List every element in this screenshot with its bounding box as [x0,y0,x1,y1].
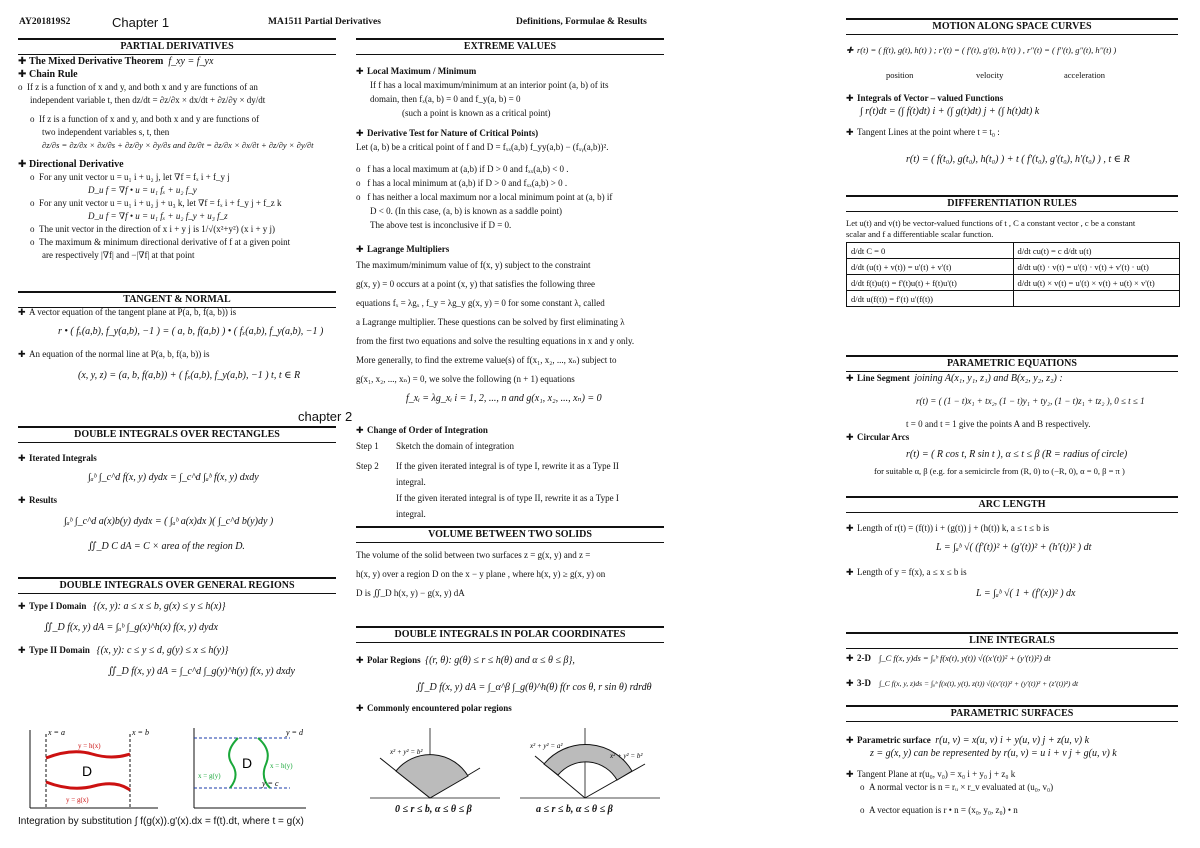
test-line3: f has a local minimum at (a,b) if D > 0 and fₓₓ(a,b) > 0 . [367,178,568,188]
type2-set: {(x, y): c ≤ y ≤ d, g(y) ≤ x ≤ h(y)} [96,645,229,656]
polar-caption2: a ≤ r ≤ b, α ≤ θ ≤ β [536,804,613,815]
course-title: MA1511 Partial Derivatives [268,17,381,27]
motion-eq: r(t) = ( f(t), g(t), h(t) ) ; r'(t) = ( f'(t), g'(t), h'(t) ) , r''(t) = ( f''(t), g''(t), h''(t) ) [857,45,1117,55]
section-extreme: EXTREME VALUES [356,38,664,55]
type2-xg-label: x = g(y) [198,772,221,780]
header-right: Definitions, Formulae & Results [516,17,647,27]
dir-line3: For any unit vector u = u₁ i + u₂ j + u₃ k, let ∇f = fₓ i + f_y j + f_z k [39,198,282,208]
seg-eq: r(t) = ( (1 − t)x₁ + tx₂, (1 − t)y₁ + ty₂, (1 − t)z₁ + tz₂ ), 0 ≤ t ≤ 1 [916,396,1145,406]
chapter1-label: Chapter 1 [112,15,170,30]
integ-eq: ∫ r(t)dt = (∫ f(t)dt) i + (∫ g(t)dt) j + (∫ h(t)dt) k [860,106,1040,117]
dir-line6: The maximum & minimum directional derivative of f at a given point [39,237,291,247]
type1-set: {(x, y): a ≤ x ≤ b, g(x) ≤ y ≤ h(x)} [93,601,226,612]
diff-rule-cell: d/dt u(f(t)) = f'(t) u'(f(t)) [847,291,1014,307]
section-arc: ARC LENGTH [846,496,1178,513]
tangent-line1: A vector equation of the tangent plane at P(a, b, f(a, b)) is [29,307,237,317]
lagr-line4: a Lagrange multiplier. These questions can be solved by first eliminating λ [356,317,625,327]
diff-rule-row [847,243,1180,259]
polar-lbl2: x² + y² = a² [530,742,563,750]
section-double-rect: DOUBLE INTEGRALS OVER RECTANGLES [18,426,336,443]
polar-regions-figure [370,728,660,804]
polar-lbl1: x² + y² = b² [390,748,423,756]
diff-rule-row [847,275,1180,291]
circ-note: for suitable α, β (e.g. for a semicircle from (R, 0) to (−R, 0), α = 0, β = π ) [874,466,1125,476]
type1-domain-figure [22,724,162,816]
type2-yd-label: y = d [286,728,303,737]
type2-xh-label: x = h(y) [270,762,293,770]
dir-line1: For any unit vector u = u₁ i + u₂ j, let ∇f = fₓ i + f_y j [39,172,230,182]
diff-rules-table [846,242,1180,307]
polar-eq: ∬_D f(x, y) dA = ∫_α^β ∫_g(θ)^h(θ) f(r cos θ, r sin θ) rdrdθ [416,682,652,693]
extreme-block: ✚ Local Maximum / Minimum If f has a local maximum/minimum at an interior point (a, b) of its domain, then fₓ(a, b) = 0 and f_y(a, b) = 0 (such a point is known as a critical point) ✚ Derivative Test for Nature of Critical Points) Let (a, b) be a critical point of f and D = fₓₓ(a,b) f_yy(a,b) − (fₓᵧ(a,b))². o f has a local maximum at (a,b) if D > 0 and fₓₓ(a,b) < 0 . o f has a local minimum at (a,b) if D > 0 and fₓₓ(a,b) > 0 . o f has neither a local maximum nor a local minimum point at (a, b) if D < 0. (In this case, (a, b) is known as a saddle point) The above test is inconclusive if D = 0. ✚ Lagrange Multipliers The maximum/minimum value of f(x, y) subject to the constraint g(x, y) = 0 occurs at a point (x, y) that satisfies the following three equations fₓ = λgₓ , f_y = λg_y g(x, y) = 0 for some constant λ, called a Lagrange multiplier. These questions can be solved by first eliminating λ from the first two equations and solve the resulting equations in x and y only. More generally, to find the extreme value(s) of f(x₁, x₂, ..., xₙ) subject to g(x₁, x₂, ..., xₙ) = 0, we solve the following (n + 1) equations f_xᵢ = λg_xᵢ i = 1, 2, ..., n and g(x₁, x₂, ..., xₙ) = 0 [356,64,666,408]
normal-line1: An equation of the normal line at P(a, b, f(a, b)) is [29,349,210,359]
substitution-note: Integration by substitution ∫ f(g(x)).g'(x).dx = f(t).dt, where t = g(x) [18,816,304,827]
seg-title: Line Segment [857,373,910,383]
type1-yh-label: y = h(x) [78,742,101,750]
lagr-line2: g(x, y) = 0 occurs at a point (x, y) that satisfies the following three [356,279,596,289]
type2-d-label: D [242,755,253,771]
polar-title: Polar Regions [367,655,421,665]
tan-title: Tangent Lines at the point where t = t₀ : [857,127,1000,137]
type1-d-label: D [82,763,93,779]
chain-line2: independent variable t, then dz/dt = ∂z/∂x × dx/dt + ∂z/∂y × dy/dt [30,95,266,105]
type2-title: Type II Domain [29,645,90,655]
motion-acceleration: acceleration [1064,70,1106,80]
results-title: Results [29,495,58,505]
test-title: Derivative Test for Nature of Critical Points) [367,128,539,138]
diff-rule-cell: d/dt (u(t) + v(t)) = u'(t) + v'(t) [847,259,1014,275]
lagr-line5: from the first two equations and solve the resulting equations in x and y only. [356,336,635,346]
mixed-title: The Mixed Derivative Theorem [29,56,164,67]
chain-line4: two independent variables s, t, then [42,127,170,137]
section-parametric-eq: PARAMETRIC EQUATIONS [846,355,1178,372]
chapter2-label: chapter 2 [298,409,353,424]
lagr-line3: equations fₓ = λgₓ , f_y = λg_y g(x, y) = 0 for some constant λ, called [356,298,605,308]
lagr-line1: The maximum/minimum value of f(x, y) subject to the constraint [356,260,591,270]
section-polar: DOUBLE INTEGRALS IN POLAR COORDINATES [356,626,664,643]
order-step1-text: Sketch the domain of integration [396,441,514,451]
polar-lbl3: x² + y² = b² [610,752,643,760]
lineint-2d: 2-D [857,653,871,663]
seg-text: joining A(x₁, y₁, z₁) and B(x₂, y₂, z₂) : [914,373,1063,384]
tangent-line2: r • ( fₓ(a,b), f_y(a,b), −1 ) = ( a, b, f(a,b) ) • ( fₓ(a,b), f_y(a,b), −1 ) [58,326,324,337]
type2-domain-figure [186,724,310,816]
section-diff-rules: DIFFERENTIATION RULES [846,195,1178,212]
diff-intro [846,218,1186,240]
dir-line5: The unit vector in the direction of x i + y j is 1/√(x²+y²) (x i + y j) [39,224,276,234]
diff-rule-cell: d/dt u(t) · v(t) = u'(t) · v(t) + v'(t) · u(t) [1013,259,1180,275]
results-eq: ∫ₐᵇ ∫_c^d a(x)b(y) dydx = ( ∫ₐᵇ a(x)dx )( ∫_c^d b(y)dy ) [64,516,274,527]
diff-rule-cell: d/dt cu(t) = c d/dt u(t) [1013,243,1180,259]
type2-yc-label: y = c [262,779,279,788]
order-block: ✚ Change of Order of Integration Step 1 Sketch the domain of integration Step 2 If the given iterated integral is of type I, rewrite it as a Type II integral. If the given iterated integral is of type II, rewrite it as a Type I integral. [356,422,666,522]
arc-line1: Length of r(t) = (f(t)) i + (g(t)) j + (h(t)) k, a ≤ t ≤ b is [857,523,1050,533]
diff-rule-row [847,291,1180,307]
lineint-block: ✚ 2-D ∫_C f(x, y)ds = ∫ₐᵇ f(x(t), y(t)) √((x'(t))² + (y'(t))²) dt ✚ 3-D ∫_C f(x, y, z)ds = ∫ₐᵇ f(x(t), y(t), z(t)) √((x'(t))² + (y'(t))² + (z'(t))²) dt [846,653,1079,688]
dir-line2: D_u f = ∇f • u = u₁ fₓ + u₂ f_y [88,185,197,195]
normal-line2: (x, y, z) = (a, b, f(a,b)) + ( fₓ(a,b), f_y(a,b), −1 ) t, t ∈ R [78,370,301,381]
motion-velocity: velocity [976,70,1004,80]
type1-eq: ∬_D f(x, y) dA = ∫ₐᵇ ∫_g(x)^h(x) f(x, y) dydx [44,622,218,633]
locmax-line3: (such a point is known as a critical point) [402,108,551,118]
test-line5: D < 0. (In this case, (a, b) is known as a saddle point) [370,206,563,216]
double-rect-block: ✚ Iterated Integrals ∫ₐᵇ ∫_c^d f(x, y) dydx = ∫_c^d ∫ₐᵇ f(x, y) dxdy ✚ Results ∫ₐᵇ ∫_c^d a(x)b(y) dydx = ( ∫ₐᵇ a(x)dx )( ∫_c^d b(y)dy ) ∬_D C dA = C × area of the region D. [18,452,348,553]
diff-intro2: scalar and f a differentiable scalar function. [846,229,994,239]
section-volume: VOLUME BETWEEN TWO SOLIDS [356,526,664,543]
lagr-title: Lagrange Multipliers [367,244,450,254]
diff-rule-cell: d/dt C = 0 [847,243,1014,259]
locmax-line2: domain, then fₓ(a, b) = 0 and f_y(a, b) = 0 [370,94,521,104]
dir-line7: are respectively |∇f| and −|∇f| at that point [42,250,195,260]
circ-eq: r(t) = ( R cos t, R sin t ), α ≤ t ≤ β (R = radius of circle) [906,449,1128,460]
surf-line4: A normal vector is n = rᵤ × r_v evaluated at (u₀, v₀) [869,782,1054,792]
iter-title: Iterated Integrals [29,453,97,463]
iter-eq: ∫ₐᵇ ∫_c^d f(x, y) dydx = ∫_c^d ∫ₐᵇ f(x, y) dxdy [88,472,259,483]
section-double-gen: DOUBLE INTEGRALS OVER GENERAL REGIONS [18,577,336,594]
polar-caption1: 0 ≤ r ≤ b, α ≤ θ ≤ β [395,804,472,815]
order-step2-text3: If the given iterated integral is of type II, rewrite it as a Type I [396,493,619,503]
double-gen-block: ✚ Type I Domain {(x, y): a ≤ x ≤ b, g(x) ≤ y ≤ h(x)} ∬_D f(x, y) dA = ∫ₐᵇ ∫_g(x)^h(x) f(x, y) dydx ✚ Type II Domain {(x, y): c ≤ y ≤ d, g(y) ≤ x ≤ h(y)} ∬_D f(x, y) dA = ∫_c^d ∫_g(y)^h(y) f(x, y) dxdy [18,600,348,678]
diff-rule-row [847,259,1180,275]
type1-yg-label: y = g(x) [66,796,89,804]
tangent-block: ✚ A vector equation of the tangent plane at P(a, b, f(a, b)) is r • ( fₓ(a,b), f_y(a,b), −1 ) = ( a, b, f(a,b) ) • ( fₓ(a,b), f_y(a,b), −1 ) ✚ An equation of the normal line at P(a, b, f(a, b)) is (x, y, z) = (a, b, f(a,b)) + ( fₓ(a,b), f_y(a,b), −1 ) t, t ∈ R [18,306,348,382]
lagr-line6: More generally, to find the extreme value(s) of f(x₁, x₂, ..., xₙ) subject to [356,355,617,365]
volume-line3: D is ∬_D h(x, y) − g(x, y) dA [356,588,465,598]
course-code: AY201819S2 [19,17,71,27]
tan-eq: r(t) = ( f(t₀), g(t₀), h(t₀) ) + t ( f'(t₀), g'(t₀), h'(t₀) ) , t ∈ R [906,154,1130,165]
section-partial: PARTIAL DERIVATIVES [18,38,336,55]
order-step2-text2: integral. [396,477,426,487]
type1-title: Type I Domain [29,601,87,611]
order-step1: Step 1 [356,441,379,451]
surf-line3: Tangent Plane at r(u₀, v₀) = x₀ i + y₀ j + z₀ k [857,769,1016,779]
diff-rule-cell [1013,291,1180,307]
volume-line2: h(x, y) over a region D on the x − y plane , where h(x, y) ≥ g(x, y) on [356,569,606,579]
polar-set: {(r, θ): g(θ) ≤ r ≤ h(θ) and α ≤ θ ≤ β}, [425,655,575,666]
mixed-eq: f_xy = f_yx [168,56,214,67]
surf-line2: z = g(x, y) can be represented by r(u, v) = u i + v j + g(u, v) k [870,748,1117,759]
circ-title: Circular Arcs [857,432,910,442]
integ-title: Integrals of Vector – valued Functions [857,93,1004,103]
order-title: Change of Order of Integration [367,425,488,435]
type2-eq: ∬_D f(x, y) dA = ∫_c^d ∫_g(y)^h(y) f(x, y) dxdy [108,666,295,677]
lagr-line7: g(x₁, x₂, ..., xₙ) = 0, we solve the following (n + 1) equations [356,374,575,384]
dir-title: Directional Derivative [29,159,124,170]
section-motion: MOTION ALONG SPACE CURVES [846,18,1178,35]
results-eq2: ∬_D C dA = C × area of the region D. [88,541,245,552]
type1-xb-label: x = b [132,728,149,737]
order-step2: Step 2 [356,461,379,471]
motion-block: ✚ r(t) = ( f(t), g(t), h(t) ) ; r'(t) = ( f'(t), g'(t), h'(t) ) , r''(t) = ( f''(t), g''(t), h''(t) ) position velocity acceleration ✚ Integrals of Vector – valued Functions ∫ r(t)dt = (∫ f(t)dt) i + (∫ g(t)dt) j + (∫ h(t)dt) k ✚ Tangent Lines at the point where t = t₀ : r(t) = ( f(t₀), g(t₀), h(t₀) ) + t ( f'(t₀), g'(t₀), h'(t₀) ) , t ∈ R [846,44,1186,166]
arc-eq2: L = ∫ₐᵇ √( 1 + (f'(x))² ) dx [976,588,1076,599]
lineint-3d: 3-D [857,678,871,688]
polar-block: ✚ Polar Regions {(r, θ): g(θ) ≤ r ≤ h(θ) and α ≤ θ ≤ β}, ∬_D f(x, y) dA = ∫_α^β ∫_g(θ)^h(θ) f(r cos θ, r sin θ) rdrdθ ✚ Commonly encountered polar regions [356,654,666,715]
arc-eq1: L = ∫ₐᵇ √( (f'(t))² + (g'(t))² + (h'(t))² ) dt [936,542,1092,553]
chain-line5: ∂z/∂s = ∂z/∂x × ∂x/∂s + ∂z/∂y × ∂y/∂s and ∂z/∂t = ∂z/∂x × ∂x/∂t + ∂z/∂y × ∂y/∂t [42,140,314,150]
surf-line5: A vector equation is r • n = (x₀, y₀, z₀) • n [869,805,1018,815]
lagr-line8: f_xᵢ = λg_xᵢ i = 1, 2, ..., n and g(x₁, x₂, ..., xₙ) = 0 [406,393,602,404]
section-line-int: LINE INTEGRALS [846,632,1178,649]
locmax-title: Local Maximum / Minimum [367,66,477,76]
polar-common: Commonly encountered polar regions [367,703,512,713]
surf-block: ✚ Parametric surface r(u, v) = x(u, v) i + y(u, v) j + z(u, v) k z = g(x, y) can be represented by r(u, v) = u i + v j + g(u, v) k ✚ Tangent Plane at r(u₀, v₀) = x₀ i + y₀ j + z₀ k o A normal vector is n = rᵤ × r_v evaluated at (u₀, v₀) o A vector equation is r • n = (x₀, y₀, z₀) • n [846,734,1186,817]
motion-position: position [886,70,914,80]
partial-block: ✚ The Mixed Derivative Theorem f_xy = f_yx ✚ Chain Rule o If z is a function of x and y, and both x and y are functions of an independent variable t, then dz/dt = ∂z/∂x × dx/dt + ∂z/∂y × dy/dt o If z is a function of x and y, and both x and y are functions of two independent variables s, t, then ∂z/∂s = ∂z/∂x × ∂x/∂s + ∂z/∂y × ∂y/∂s and ∂z/∂t = ∂z/∂x × ∂x/∂t + ∂z/∂y × ∂y/∂t ✚ Directional Derivative o For any unit vector u = u₁ i + u₂ j, let ∇f = fₓ i + f_y j D_u f = ∇f • u = u₁ fₓ + u₂ f_y o For any unit vector u = u₁ i + u₂ j + u₃ k, let ∇f = fₓ i + f_y j + f_z k D_u f = ∇f • u = u₁ fₓ + u₂ f_y + u₃ f_z o The unit vector in the direction of x i + y j is 1/√(x²+y²) (x i + y j) o The maximum & minimum directional derivative of f at a given point are respectively |∇f| and −|∇f| at that point [18,55,338,262]
seg-note: t = 0 and t = 1 give the points A and B respectively. [906,419,1091,429]
arc-block: ✚ Length of r(t) = (f(t)) i + (g(t)) j + (h(t)) k, a ≤ t ≤ b is L = ∫ₐᵇ √( (f'(t))² + (g'(t))² + (h'(t))² ) dt ✚ Length of y = f(x), a ≤ x ≤ b is L = ∫ₐᵇ √( 1 + (f'(x))² ) dx [846,522,1186,600]
section-param-surf: PARAMETRIC SURFACES [846,705,1178,722]
lineint-2d-eq: ∫_C f(x, y)ds = ∫ₐᵇ f(x(t), y(t)) √((x'(t))² + (y'(t))²) dt [879,653,1051,663]
test-line4: f has neither a local maximum nor a local minimum point at (a, b) if [367,192,613,202]
surf-title: Parametric surface [857,735,931,745]
parametric-block: ✚ Line Segment joining A(x₁, y₁, z₁) and B(x₂, y₂, z₂) : r(t) = ( (1 − t)x₁ + tx₂, (1 − t)y₁ + ty₂, (1 − t)z₁ + tz₂ ), 0 ≤ t ≤ 1 t = 0 and t = 1 give the points A and B respectively. ✚ Circular Arcs r(t) = ( R cos t, R sin t ), α ≤ t ≤ β (R = radius of circle) for suitable α, β (e.g. for a semicircle from (R, 0) to (−R, 0), α = 0, β = π ) [846,372,1186,478]
diff-intro1: Let u(t) and v(t) be vector-valued functions of t , C a constant vector , c be a constant [846,218,1136,228]
lineint-3d-eq: ∫_C f(x, y, z)ds = ∫ₐᵇ f(x(t), y(t), z(t)) √((x'(t))² + (y'(t))² + (z'(t))²) dt [879,679,1079,688]
chain-line1: If z is a function of x and y, and both x and y are functions of an [27,82,258,92]
test-line2: f has a local maximum at (a,b) if D > 0 and fₓₓ(a,b) < 0 . [367,164,569,174]
chain-line3: If z is a function of x and y, and both x and y are functions of [39,114,260,124]
volume-block [356,546,666,603]
section-tangent: TANGENT & NORMAL [18,291,336,308]
test-line6: The above test is inconclusive if D = 0. [370,220,512,230]
volume-line1: The volume of the solid between two surfaces z = g(x, y) and z = [356,550,591,560]
locmax-line1: If f has a local maximum/minimum at an interior point (a, b) of its [370,80,609,90]
chain-title: Chain Rule [29,69,78,80]
surf-eq: r(u, v) = x(u, v) i + y(u, v) j + z(u, v) k [935,735,1090,746]
type1-xa-label: x = a [48,728,65,737]
diff-rule-cell: d/dt u(t) × v(t) = u'(t) × v(t) + u(t) × v'(t) [1013,275,1180,291]
order-step2-text1: If the given iterated integral is of type I, rewrite it as a Type II [396,461,619,471]
dir-line4: D_u f = ∇f • u = u₁ fₓ + u₂ f_y + u₃ f_z [88,211,228,221]
test-line1: Let (a, b) be a critical point of f and D = fₓₓ(a,b) f_yy(a,b) − (fₓᵧ(a,b))². [356,142,609,152]
arc-line2: Length of y = f(x), a ≤ x ≤ b is [857,567,967,577]
diff-rule-cell: d/dt f(t)u(t) = f'(t)u(t) + f(t)u'(t) [847,275,1014,291]
order-step2-text4: integral. [396,509,426,519]
